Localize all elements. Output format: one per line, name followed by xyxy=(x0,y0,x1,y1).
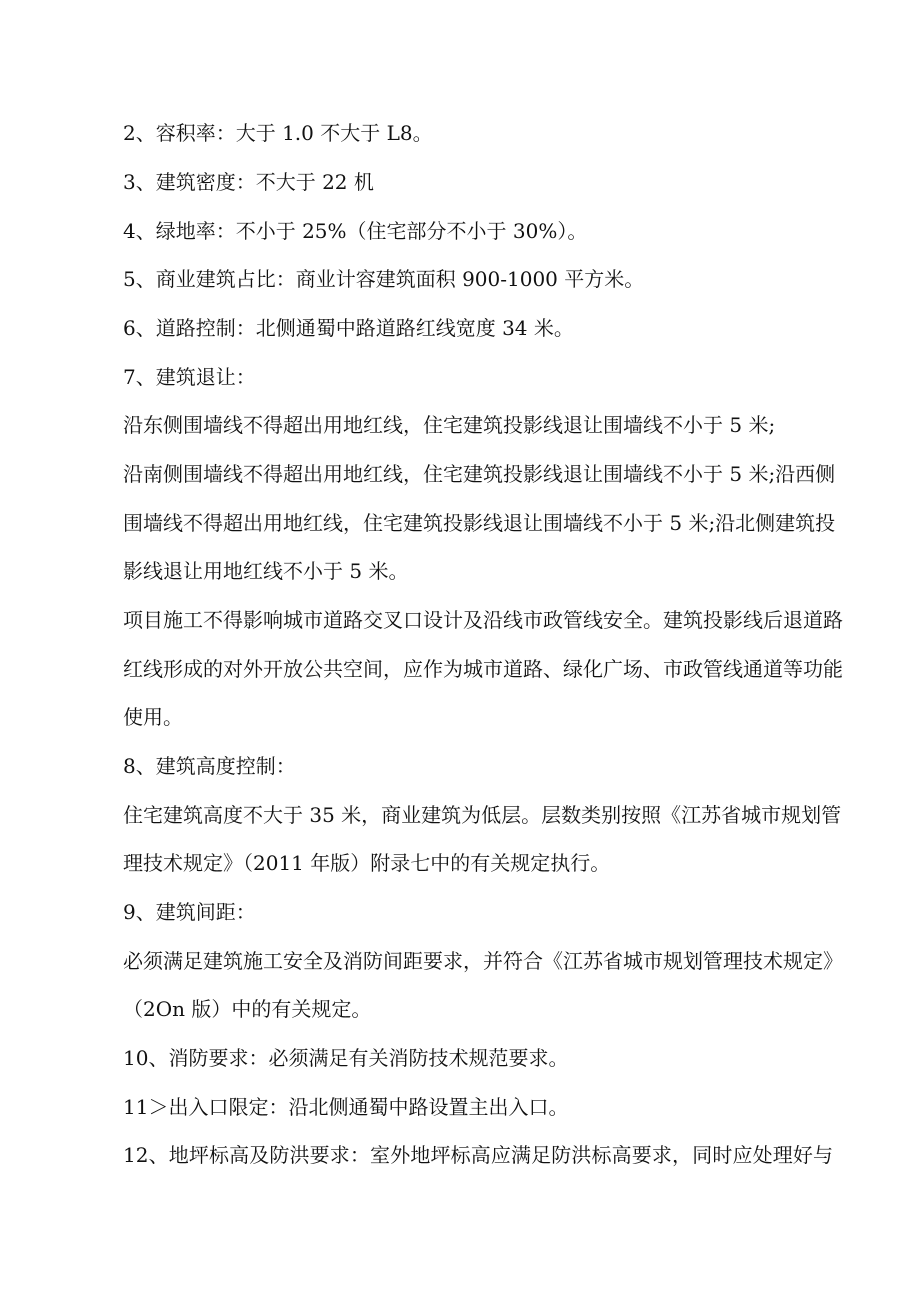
construction-note-line-1: 项目施工不得影响城市道路交叉口设计及沿线市政管线安全。建筑投影线后退道路 xyxy=(123,608,843,632)
height-control-line-1: 住宅建筑高度不大于 35 米，商业建筑为低层。层数类别按照《江苏省城市规划管 xyxy=(123,803,842,827)
setback-east-line: 沿东侧围墙线不得超出用地红线，住宅建筑投影线退让围墙线不小于 5 米; xyxy=(123,413,776,437)
item-2-floor-area-ratio: 2、容积率：大于 1.0 不大于 L8。 xyxy=(123,121,433,145)
item-3-building-density: 3、建筑密度：不大于 22 机 xyxy=(123,170,374,194)
spacing-line-2: （2On 版）中的有关规定。 xyxy=(123,997,372,1021)
construction-note-line-2: 红线形成的对外开放公共空间，应作为城市道路、绿化广场、市政管线通道等功能 xyxy=(123,657,843,681)
item-8-heading: 8、建筑高度控制： xyxy=(123,754,296,778)
item-12-ground-elevation: 12、地坪标高及防洪要求：室外地坪标高应满足防洪标高要求，同时应处理好与 xyxy=(123,1143,833,1167)
item-4-green-ratio: 4、绿地率：不小于 25%（住宅部分不小于 30%）。 xyxy=(123,219,588,243)
item-9-heading: 9、建筑间距： xyxy=(123,900,256,924)
spacing-line-1: 必须满足建筑施工安全及消防间距要求，并符合《江苏省城市规划管理技术规定》 xyxy=(123,949,843,973)
item-11-entrance-limits: 11＞出入口限定：沿北侧通蜀中路设置主出入口。 xyxy=(123,1095,569,1119)
construction-note-line-3: 使用。 xyxy=(123,705,183,729)
height-control-line-2: 理技术规定》（2011 年版）附录七中的有关规定执行。 xyxy=(123,851,611,875)
item-7-heading: 7、建筑退让： xyxy=(123,365,256,389)
item-6-road-control: 6、道路控制：北侧通蜀中路道路红线宽度 34 米。 xyxy=(123,316,574,340)
setback-west-line: 围墙线不得超出用地红线，住宅建筑投影线退让围墙线不小于 5 米;沿北侧建筑投 xyxy=(123,511,836,535)
item-10-fire-requirements: 10、消防要求：必须满足有关消防技术规范要求。 xyxy=(123,1046,569,1070)
setback-south-line: 沿南侧围墙线不得超出用地红线，住宅建筑投影线退让围墙线不小于 5 米;沿西侧 xyxy=(123,462,836,486)
item-5-commercial-share: 5、商业建筑占比：商业计容建筑面积 900-1000 平方米。 xyxy=(123,267,645,291)
setback-north-line: 影线退让用地红线不小于 5 米。 xyxy=(123,559,409,583)
